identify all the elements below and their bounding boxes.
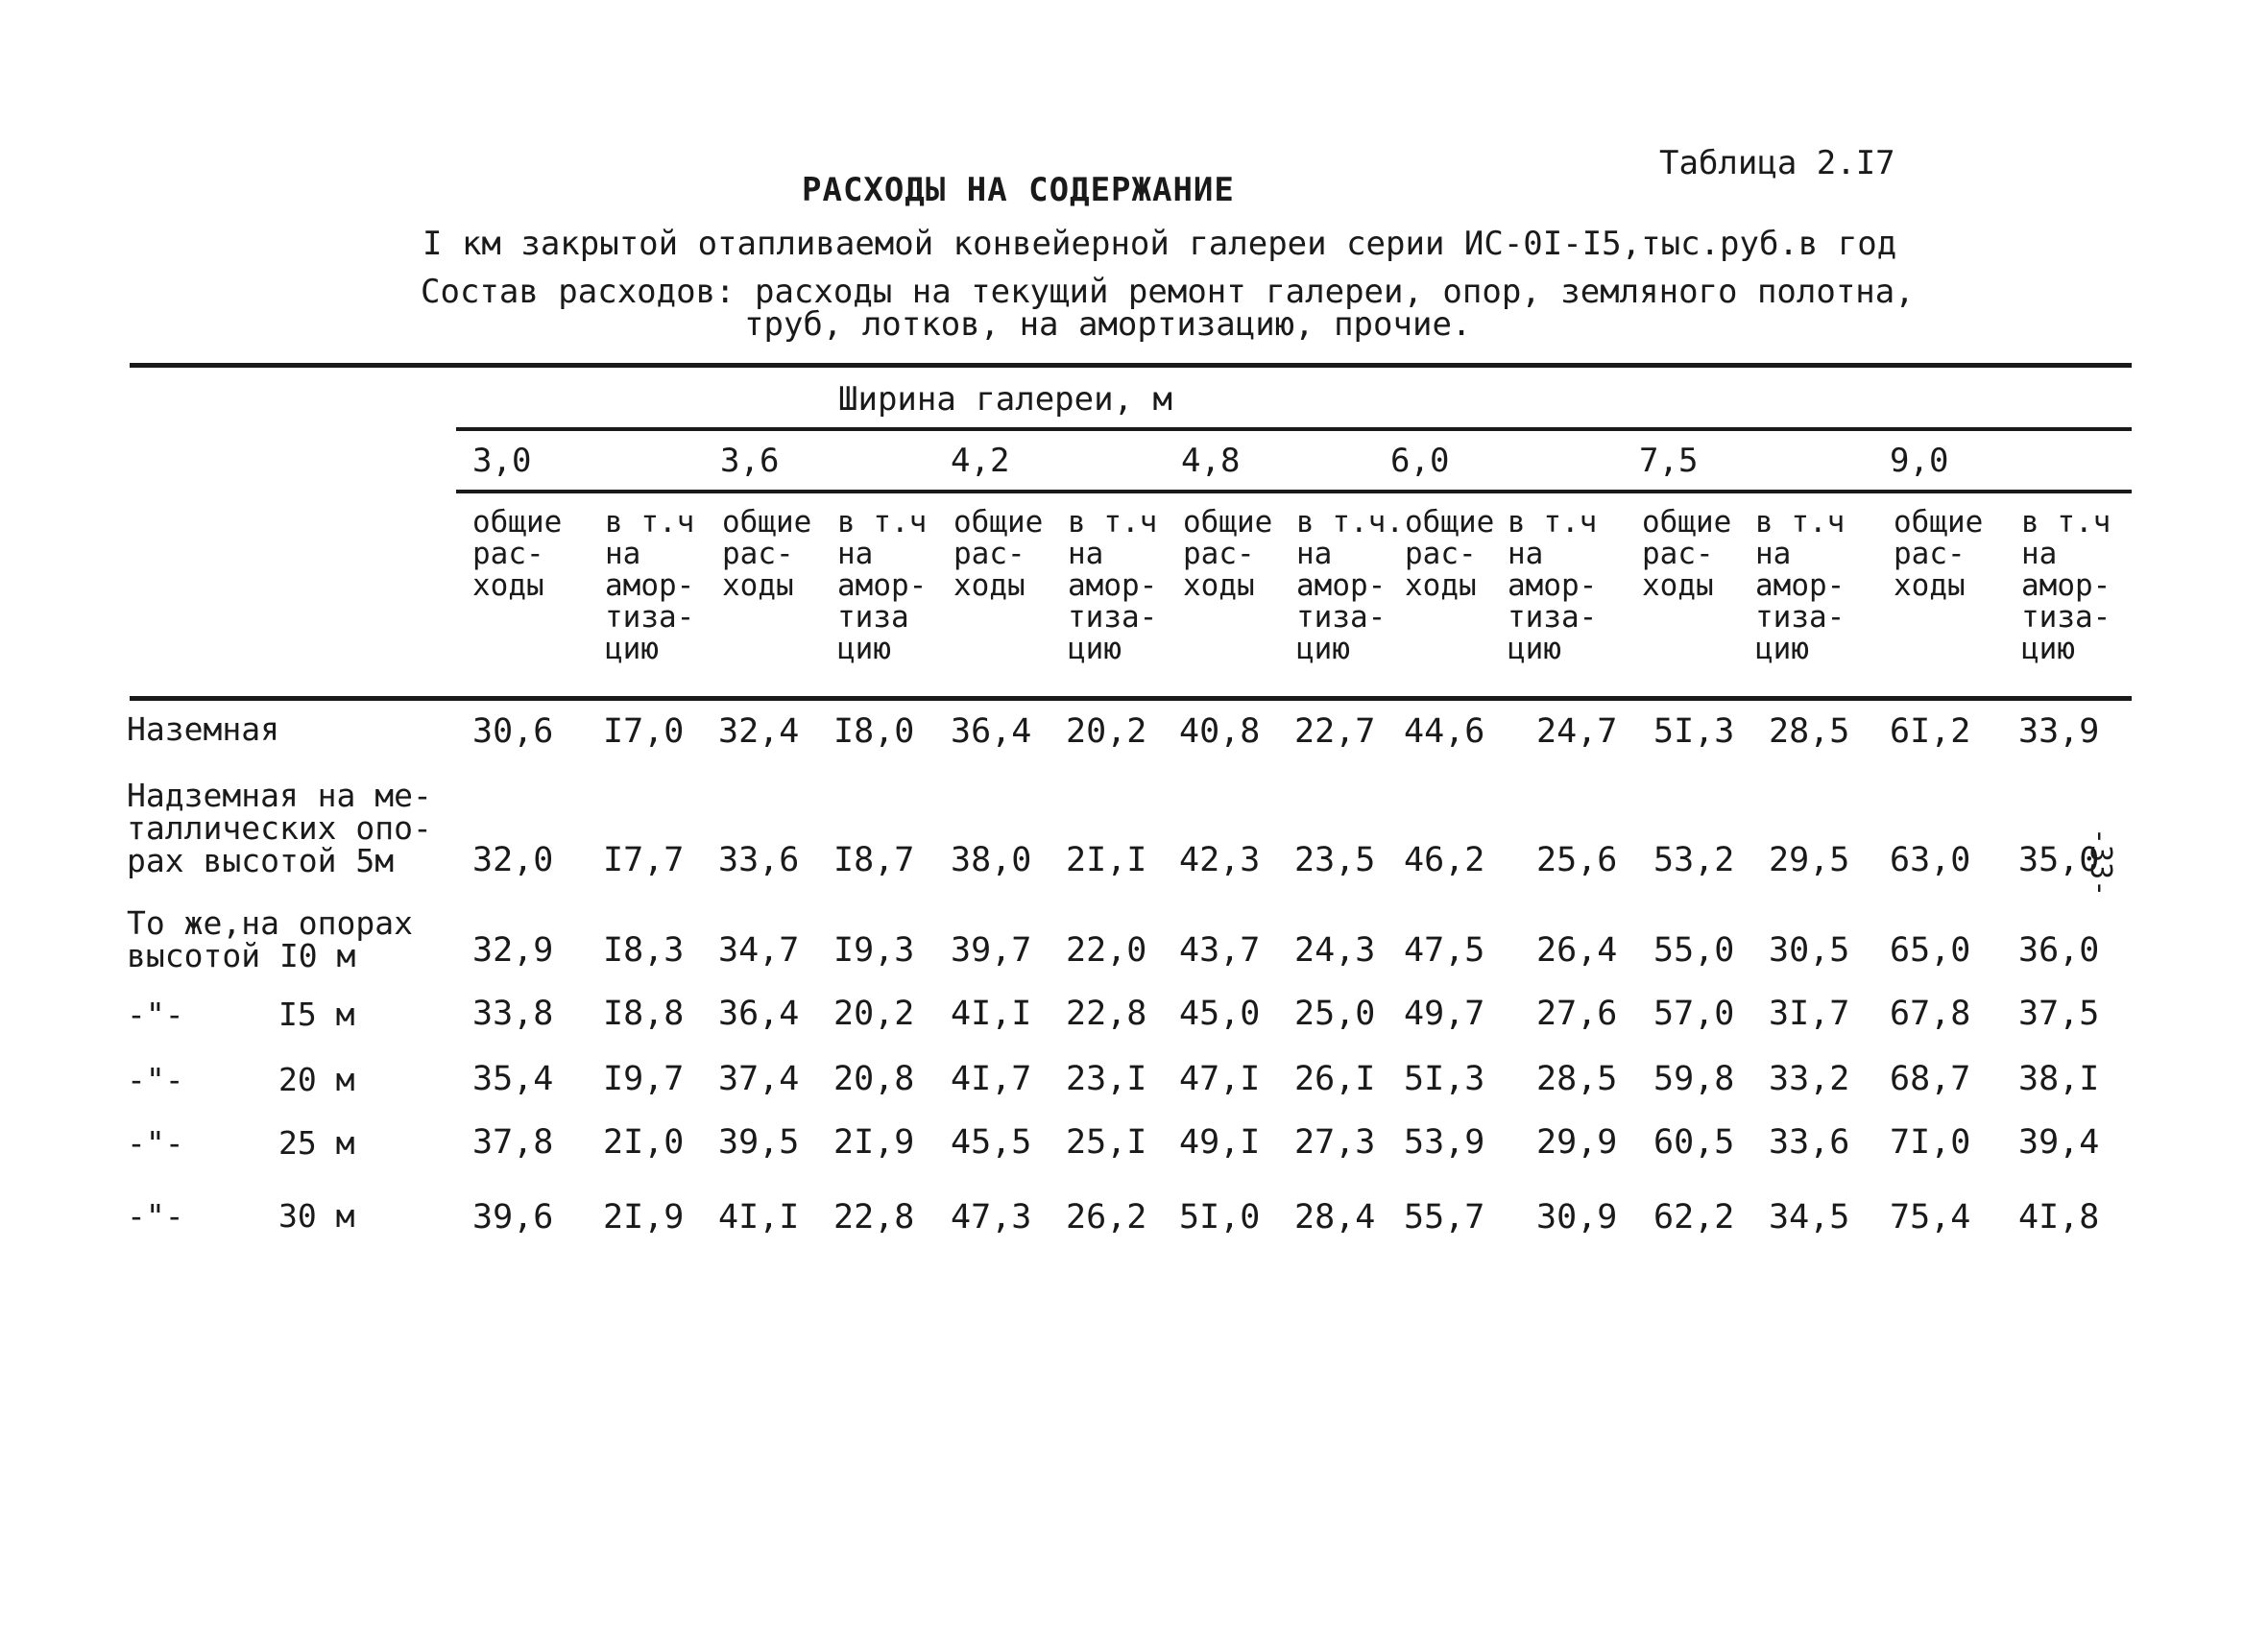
table-cell: 27,6 (1536, 995, 1618, 1033)
row-label: -"- (127, 1124, 184, 1162)
table-cell: 36,4 (951, 712, 1032, 751)
table-cell: I8,3 (603, 931, 685, 970)
width-header: 7,5 (1639, 442, 1699, 480)
table-cell: 46,2 (1404, 841, 1485, 879)
row-label: Наземная (127, 710, 279, 748)
page-number-note: -33- (2084, 828, 2117, 898)
table-cell: 47,3 (951, 1198, 1032, 1237)
table-cell: 2I,I (1066, 841, 1147, 879)
table-cell: 4I,I (718, 1198, 800, 1237)
table-cell: 25,6 (1536, 841, 1618, 879)
sub-header: в т.ч на амор- тиза- цию (2021, 505, 2111, 666)
table-cell: 33,9 (2018, 712, 2100, 751)
table-cell: 25,0 (1294, 995, 1376, 1033)
sub-header: общие рас- ходы (953, 505, 1044, 603)
table-cell: 24,7 (1536, 712, 1618, 751)
table-cell: 28,4 (1294, 1198, 1376, 1237)
sub-header: общие рас- ходы (1642, 505, 1732, 603)
row-height-label: 30 м (278, 1197, 355, 1235)
table-cell: 39,7 (951, 931, 1032, 970)
subtitle-line-1: I км закрытой отапливаемой конвейерной галереи серии ИС-0I-I5,тыс.руб.в год (422, 225, 1897, 263)
row-label: -"- (127, 1061, 184, 1098)
table-cell: 20,2 (833, 995, 915, 1033)
row-label: -"- (127, 1197, 184, 1235)
table-cell: 40,8 (1179, 712, 1261, 751)
table-cell: 68,7 (1890, 1060, 1971, 1098)
table-cell: 4I,7 (951, 1060, 1032, 1098)
table-cell: 5I,3 (1404, 1060, 1485, 1098)
table-cell: 22,0 (1066, 931, 1147, 970)
row-height-label: 25 м (278, 1124, 355, 1162)
width-header: 4,8 (1181, 442, 1241, 480)
table-cell: 32,4 (718, 712, 800, 751)
table-cell: 23,I (1066, 1060, 1147, 1098)
table-cell: 44,6 (1404, 712, 1485, 751)
table-cell: 22,8 (833, 1198, 915, 1237)
table-cell: 2I,0 (603, 1123, 685, 1162)
table-cell: 75,4 (1890, 1198, 1971, 1237)
table-cell: 34,7 (718, 931, 800, 970)
table-cell: 32,0 (472, 841, 554, 879)
row-height-label: 20 м (278, 1061, 355, 1098)
table-label: Таблица 2.I7 (1659, 144, 1895, 182)
table-cell: 43,7 (1179, 931, 1261, 970)
table-cell: 22,7 (1294, 712, 1376, 751)
sub-header: в т.ч на амор- тиза- цию (1755, 505, 1846, 666)
table-cell: 20,8 (833, 1060, 915, 1098)
table-cell: 63,0 (1890, 841, 1971, 879)
sub-header: общие рас- ходы (1183, 505, 1273, 603)
table-cell: 47,I (1179, 1060, 1261, 1098)
table-cell: 26,I (1294, 1060, 1376, 1098)
subtitle-line-2: Состав расходов: расходы на текущий ремонт галереи, опор, земляного полотна, (421, 273, 1915, 311)
table-cell: 30,6 (472, 712, 554, 751)
table-cell: 49,7 (1404, 995, 1485, 1033)
table-cell: 53,2 (1653, 841, 1735, 879)
table-cell: 36,0 (2018, 931, 2100, 970)
table-cell: 34,5 (1769, 1198, 1850, 1237)
table-cell: 59,8 (1653, 1060, 1735, 1098)
width-header: 3,6 (720, 442, 780, 480)
table-cell: 53,9 (1404, 1123, 1485, 1162)
table-cell: 7I,0 (1890, 1123, 1971, 1162)
subtitle-line-3: труб, лотков, на амортизацию, прочие. (744, 305, 1472, 344)
width-header: 4,2 (951, 442, 1010, 480)
table-cell: 28,5 (1769, 712, 1850, 751)
table-cell: 42,3 (1179, 841, 1261, 879)
table-cell: 60,5 (1653, 1123, 1735, 1162)
table-cell: 6I,2 (1890, 712, 1971, 751)
table-cell: 33,6 (718, 841, 800, 879)
table-cell: I9,7 (603, 1060, 685, 1098)
table-cell: 27,3 (1294, 1123, 1376, 1162)
table-cell: 32,9 (472, 931, 554, 970)
group-rule (456, 427, 2132, 431)
table-cell: 26,4 (1536, 931, 1618, 970)
row-label: Надземная на ме- таллических опо- рах высотой 5м (127, 777, 432, 879)
table-cell: 36,4 (718, 995, 800, 1033)
table-cell: I8,8 (603, 995, 685, 1033)
table-cell: 45,0 (1179, 995, 1261, 1033)
table-cell: 5I,0 (1179, 1198, 1261, 1237)
table-cell: 45,5 (951, 1123, 1032, 1162)
sub-header: общие рас- ходы (1894, 505, 1984, 603)
table-cell: 4I,8 (2018, 1198, 2100, 1237)
table-cell: 47,5 (1404, 931, 1485, 970)
table-cell: 62,2 (1653, 1198, 1735, 1237)
table-cell: 4I,I (951, 995, 1032, 1033)
table-cell: 24,3 (1294, 931, 1376, 970)
table-cell: 55,7 (1404, 1198, 1485, 1237)
table-cell: 30,9 (1536, 1198, 1618, 1237)
table-cell: 23,5 (1294, 841, 1376, 879)
table-cell: 33,2 (1769, 1060, 1850, 1098)
sub-header: в т.ч на амор- тиза цию (837, 505, 928, 666)
table-cell: 55,0 (1653, 931, 1735, 970)
table-cell: 67,8 (1890, 995, 1971, 1033)
table-cell: I9,3 (833, 931, 915, 970)
width-header: 3,0 (472, 442, 532, 480)
table-cell: 22,8 (1066, 995, 1147, 1033)
sub-header: в т.ч на амор- тиза- цию (605, 505, 695, 666)
sub-header: в т.ч на амор- тиза- цию (1508, 505, 1598, 666)
width-header: 6,0 (1390, 442, 1450, 480)
table-cell: 28,5 (1536, 1060, 1618, 1098)
table-cell: 20,2 (1066, 712, 1147, 751)
table-cell: I8,7 (833, 841, 915, 879)
widths-rule (456, 490, 2132, 493)
table-cell: 35,0 (2018, 841, 2100, 879)
table-cell: 26,2 (1066, 1198, 1147, 1237)
table-cell: I7,7 (603, 841, 685, 879)
table-cell: 2I,9 (833, 1123, 915, 1162)
table-cell: I8,0 (833, 712, 915, 751)
table-cell: 29,9 (1536, 1123, 1618, 1162)
row-height-label: I5 м (278, 996, 355, 1033)
table-cell: I7,0 (603, 712, 685, 751)
row-label: -"- (127, 996, 184, 1033)
table-cell: 29,5 (1769, 841, 1850, 879)
width-header: 9,0 (1890, 442, 1949, 480)
top-rule (130, 363, 2132, 368)
sub-header: общие рас- ходы (1405, 505, 1495, 603)
page-title: РАСХОДЫ НА СОДЕРЖАНИЕ (802, 171, 1235, 209)
table-cell: 65,0 (1890, 931, 1971, 970)
table-cell: 57,0 (1653, 995, 1735, 1033)
sub-header: общие рас- ходы (472, 505, 563, 603)
table-cell: 37,8 (472, 1123, 554, 1162)
table-cell: 2I,9 (603, 1198, 685, 1237)
table-cell: 37,5 (2018, 995, 2100, 1033)
table-cell: 30,5 (1769, 931, 1850, 970)
sub-header: в т.ч на амор- тиза- цию (1068, 505, 1158, 666)
table-cell: 5I,3 (1653, 712, 1735, 751)
table-cell: 33,8 (472, 995, 554, 1033)
table-cell: 39,6 (472, 1198, 554, 1237)
sub-header: в т.ч. на амор- тиза- цию (1296, 505, 1404, 666)
table-cell: 39,5 (718, 1123, 800, 1162)
table-cell: 37,4 (718, 1060, 800, 1098)
table-cell: 38,0 (951, 841, 1032, 879)
row-label: То же,на опорах высотой I0 м (127, 904, 414, 974)
table-cell: 39,4 (2018, 1123, 2100, 1162)
table-cell: 25,I (1066, 1123, 1147, 1162)
table-cell: 35,4 (472, 1060, 554, 1098)
table-cell: 33,6 (1769, 1123, 1850, 1162)
table-cell: 49,I (1179, 1123, 1261, 1162)
sub-header: общие рас- ходы (722, 505, 812, 603)
group-header: Ширина галереи, м (838, 380, 1172, 419)
table-cell: 3I,7 (1769, 995, 1850, 1033)
header-bottom-rule (130, 696, 2132, 701)
table-cell: 38,I (2018, 1060, 2100, 1098)
